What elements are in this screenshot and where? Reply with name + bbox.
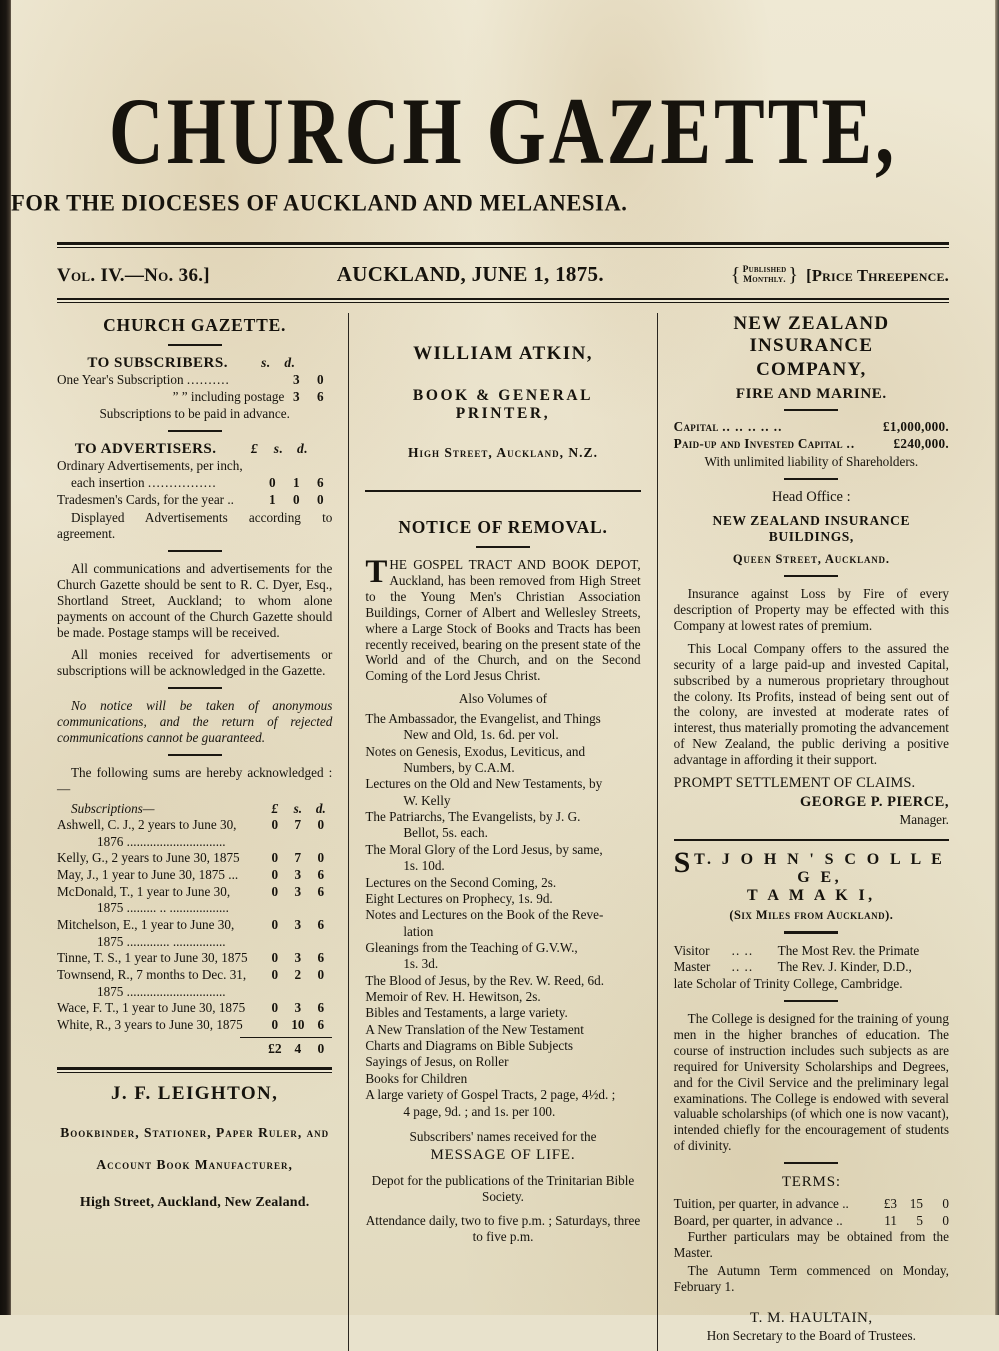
tuition-s: 15 — [909, 1196, 923, 1212]
book-list-item-cont: Numbers, by C.A.M. — [403, 760, 515, 775]
atkin-name: WILLIAM ATKIN, — [413, 342, 593, 364]
total-d: 0 — [317, 1041, 325, 1057]
atkin-address: High Street, Auckland, N.Z. — [408, 444, 598, 460]
paidup-value: £240,000. — [893, 436, 949, 452]
ledger-total-row — [57, 1041, 332, 1057]
subscriber-d: 0 — [317, 850, 325, 866]
col-header-d: d. — [284, 355, 296, 371]
tuition-d: 0 — [942, 1196, 949, 1212]
leighton-trade-line-1: Bookbinder, Stationer, Paper Ruler, and — [60, 1125, 330, 1141]
subscriber-entry-cont: 1875 .............................. — [97, 983, 226, 999]
book-list-item: Notes on Genesis, Exodus, Leviticus, and — [365, 743, 586, 759]
subscriber-s: 7 — [294, 816, 302, 832]
tradesmen-s: 0 — [293, 491, 300, 507]
board-label: Board, per quarter, in advance .. — [673, 1213, 843, 1229]
removal-body: THE GOSPEL TRACT AND BOOK DEPOT, Auckland, has been removed from High Street to the Young Men's Christian Association Buildings, Corner of Albert and Wellesley Streets, where a Large Stock of Books and Tracts has been recently received, bearing on the present state of the World and of the Church, and on the Second Coming of the Lord Jesus Christ. — [365, 554, 641, 684]
book-list-item: Charts and Diagrams on Bible Subjects — [365, 1038, 573, 1054]
insurance-paragraph-2: This Local Company offers to the assured the security of a large paid-up and invested Capital, subscribed by a numerous proprietary throughout the colony. Its Profits, instead of being sent out of the colony, are invested at moderate rates of interest, thus materially promoting the advancement of New Zealand, the public deriving a positive advantage in affording it their support. — [673, 640, 949, 767]
rate-d: 6 — [317, 388, 324, 404]
ledger-col-pound: £ — [271, 800, 279, 816]
subscriber-entry-cont: 1876 .............................. — [97, 833, 226, 849]
insurance-type: FIRE AND MARINE. — [735, 385, 887, 402]
subscriber-d: 6 — [317, 866, 325, 882]
book-list-item-cont: 4 page, 9d. ; and 1s. per 100. — [403, 1103, 556, 1119]
book-list-item-cont: 1s. 3d. — [403, 956, 439, 972]
college-title — [673, 846, 949, 887]
column-1 — [57, 313, 348, 1351]
subscriber-pound: 0 — [271, 883, 279, 899]
subscriber-pound: 0 — [271, 850, 279, 866]
removal-heading: NOTICE OF REMOVAL. — [398, 517, 608, 538]
leader-dots: .. .. — [731, 959, 754, 975]
subscriber-pound: 0 — [271, 967, 279, 983]
book-list-item: Lectures on the Second Coming, 2s. — [365, 874, 557, 890]
insurance-advertisement — [674, 313, 949, 411]
leighton-trade-line-2: Account Book Manufacturer, — [96, 1157, 293, 1173]
col-header-pound: £ — [250, 441, 259, 457]
subscriber-s: 3 — [294, 1000, 302, 1016]
book-list — [365, 711, 640, 1120]
advance-payment-note: Subscriptions to be paid in advance. — [99, 406, 290, 422]
head-office-building: NEW ZEALAND INSURANCE BUILDINGS, — [712, 512, 911, 545]
gazette-masthead-repeat: CHURCH GAZETTE. — [103, 314, 287, 335]
depot-publications-line: Depot for the publications of the Trinitarian Bible Society. — [371, 1172, 635, 1204]
liability-note: With unlimited liability of Shareholders. — [704, 454, 919, 470]
subscribers-names-line: Subscribers' names received for the — [409, 1128, 597, 1144]
brace-left-icon: { — [730, 263, 741, 286]
master-row — [674, 959, 949, 976]
advert-label: Ordinary Advertisements, per inch, — [57, 458, 243, 474]
subscriber-d: 6 — [317, 916, 325, 932]
leighton-name: J. F. LEIGHTON, — [111, 1083, 279, 1105]
price-label: [Price Threepence. — [806, 265, 949, 285]
board-row — [674, 1212, 949, 1229]
head-office-label: Head Office : — [772, 489, 851, 506]
divider — [168, 687, 222, 689]
book-list-item: The Blood of Jesus, by the Rev. W. Reed, 6d. — [365, 972, 605, 988]
ledger-row — [57, 967, 332, 1000]
divider — [476, 546, 530, 548]
atkin-advertisement — [365, 343, 640, 461]
message-of-life-title: MESSAGE OF LIFE. — [430, 1146, 576, 1163]
head-office-street: Queen Street, Auckland. — [732, 552, 890, 567]
leader-dots: ................ — [147, 475, 217, 491]
divider — [784, 575, 838, 577]
subscription-rate-row — [57, 372, 332, 389]
columns-container — [57, 313, 949, 1351]
subscriber-entry: Tinne, T. S., 1 year to June 30, 1875 — [57, 950, 248, 966]
book-list-item: Eight Lectures on Prophecy, 1s. 9d. — [365, 890, 553, 906]
board-d: 0 — [942, 1213, 949, 1229]
monies-paragraph: All monies received for advertisements or subscriptions will be acknowledged in the Gazette. — [57, 647, 333, 679]
subscriber-entry-cont: 1875 ............. ................ — [97, 933, 226, 949]
subscriber-s: 3 — [294, 916, 302, 932]
leader-dots: .. .. — [731, 942, 754, 958]
subscriber-entry: Kelly, G., 2 years to June 30, 1875 — [57, 850, 240, 866]
insurance-name-line-2: COMPANY, — [756, 358, 867, 380]
college-description: The College is designed for the training of young men in the higher branches of education. The course of instruction includes such subjects as are required for University Scholarships and Degrees, and for the Civil Service and the preliminary legal examinations. The College is endowed with several valuable scholarships (of which one is now vacant), intended chiefly for the encouragement of students of divinity. — [673, 1011, 949, 1154]
college-signature: T. M. HAULTAIN, — [750, 1309, 873, 1326]
advert-s: 1 — [293, 475, 300, 491]
subscriber-pound: 0 — [271, 1017, 279, 1033]
dateline-rule — [57, 298, 949, 300]
tradesmen-pound: 1 — [269, 491, 276, 507]
master-name: The Rev. J. Kinder, D.D., — [777, 959, 912, 975]
subscriber-pound: 0 — [271, 816, 279, 832]
college-signature-title: Hon Secretary to the Board of Trustees. — [706, 1327, 916, 1343]
leader-dots: .. .. .. .. .. — [722, 419, 783, 435]
tuition-row — [674, 1195, 949, 1212]
leader-dots: .......... — [186, 372, 230, 388]
brace-right-icon: } — [788, 263, 799, 286]
book-list-item-cont: W. Kelly — [403, 792, 451, 808]
book-list-item: The Ambassador, the Evangelist, and Things — [365, 710, 601, 726]
publication-frequency — [731, 264, 798, 286]
subscriber-entry-cont: 1875 ......... .. .................. — [97, 900, 229, 916]
divider — [784, 1000, 838, 1002]
leighton-address: High Street, Auckland, New Zealand. — [79, 1195, 310, 1211]
ledger-row — [57, 1017, 332, 1034]
ledger-rows — [57, 817, 332, 1034]
subscriber-s: 7 — [294, 850, 302, 866]
anonymous-notice: No notice will be taken of anonymous communications, and the return of rejected communications cannot be guaranteed. — [57, 698, 333, 745]
board-s: 5 — [916, 1213, 923, 1229]
sums-intro: The following sums are hereby acknowledged :— — [57, 764, 333, 796]
ledger-row — [57, 817, 332, 850]
communications-paragraph: All communications and advertisements for the Church Gazette should be sent to R. C. Dyer, Esq., Shortland Street, Auckland; to whom alone payments on account of the Church Gazette should be made. Postage stamps will be received. — [57, 561, 333, 640]
advert-rate-row — [57, 492, 332, 509]
divider — [784, 931, 838, 933]
ledger-row — [57, 1000, 332, 1017]
capital-label: Capital — [673, 419, 719, 435]
subscriber-entry: May, J., 1 year to June 30, 1875 ... — [57, 866, 239, 882]
prompt-settlement-line: PROMPT SETTLEMENT OF CLAIMS. — [673, 774, 916, 791]
published-label: Published — [742, 264, 787, 275]
subscribers-heading: TO SUBSCRIBERS. — [87, 355, 228, 372]
subscriber-pound: 0 — [271, 950, 279, 966]
leader-dots: .. — [846, 436, 856, 452]
book-list-item: Sayings of Jesus, on Roller — [365, 1054, 509, 1070]
tuition-label: Tuition, per quarter, in advance .. — [673, 1196, 849, 1212]
advert-d: 6 — [317, 475, 324, 491]
masthead-rule — [57, 242, 949, 245]
col-header-d: d. — [296, 441, 309, 457]
ledger-row — [57, 884, 332, 917]
subscribers-heading-row — [57, 355, 332, 372]
subscriber-entry: White, R., 3 years to June 30, 1875 — [57, 1017, 243, 1033]
divider — [674, 839, 949, 841]
book-list-item: Bibles and Testaments, a large variety. — [365, 1005, 568, 1021]
college-dropcap: S — [673, 846, 691, 880]
dateline — [57, 262, 949, 287]
subscriber-entry: Mitchelson, E., 1 year to June 30, 1875 ............. ................ — [57, 917, 263, 950]
attendance-hours: Attendance daily, two to five p.m. ; Saturdays, three to five p.m. — [365, 1213, 641, 1245]
subscriber-entry: Ashwell, C. J., 2 years to June 30, 1876 .............................. — [57, 817, 263, 850]
ledger-header — [57, 800, 332, 817]
book-list-item: A large variety of Gospel Tracts, 2 page, 4½d. ; — [365, 1087, 616, 1103]
subscriber-d: 6 — [317, 950, 325, 966]
book-list-item: Lectures on the Old and New Testaments, by — [365, 776, 603, 792]
page-title: CHURCH GAZETTE, — [108, 78, 898, 185]
tradesmen-d: 0 — [317, 491, 324, 507]
college-advertisement — [673, 846, 949, 1343]
advert-pound: 0 — [269, 475, 276, 491]
subscriber-entry: Townsend, R., 7 months to Dec. 31, 1875 .............................. — [57, 967, 263, 1000]
tuition-pound: £3 — [883, 1196, 897, 1212]
column-3 — [657, 313, 949, 1351]
book-list-item-cont: 1s. 10d. — [403, 858, 445, 874]
capital-row — [674, 418, 949, 435]
masthead — [11, 0, 995, 216]
college-distance-note: (Six Miles from Auckland). — [729, 908, 894, 923]
insurance-signature-title: Manager. — [899, 811, 949, 827]
insurance-signature: GEORGE P. PIERCE, — [800, 794, 949, 811]
book-list-item: The Patriarchs, The Evangelists, by J. G. — [365, 809, 581, 825]
book-list-item: Books for Children — [365, 1070, 468, 1086]
leighton-advertisement — [57, 1083, 332, 1211]
advertisers-heading-row — [57, 441, 332, 458]
paidup-capital-row — [674, 435, 949, 452]
subscriber-pound: 0 — [271, 1000, 279, 1016]
subscriber-s: 10 — [291, 1017, 305, 1033]
book-list-item: Memoir of Rev. H. Hewitson, 2s. — [365, 989, 541, 1005]
ledger-col-s: s. — [293, 800, 303, 816]
subscriber-d: 6 — [317, 1017, 325, 1033]
col-header-s: s. — [273, 441, 284, 457]
displayed-advertisements-note: Displayed Advertisements according to agreement. — [57, 510, 333, 542]
column-2 — [348, 313, 656, 1351]
subscriber-d: 0 — [317, 967, 325, 983]
master-role: Master — [673, 959, 711, 975]
also-volumes-heading: Also Volumes of — [458, 691, 548, 707]
capital-value: £1,000,000. — [883, 419, 949, 435]
rate-label: One Year's Subscription — [57, 372, 184, 388]
subscriber-pound: 0 — [271, 866, 279, 882]
master-credentials: late Scholar of Trinity College, Cambridge. — [673, 976, 903, 992]
ledger-row — [57, 867, 332, 884]
subscriber-pound: 0 — [271, 916, 279, 932]
ledger-col-d: d. — [315, 800, 326, 816]
scan-edge-right — [995, 0, 999, 1315]
section-rule — [57, 1067, 332, 1070]
book-list-item-cont: lation — [403, 923, 434, 939]
subscriber-s: 3 — [294, 950, 302, 966]
divider — [168, 550, 222, 552]
visitor-name: The Most Rev. the Primate — [777, 942, 920, 958]
total-s: 4 — [294, 1041, 302, 1057]
col-header-s: s. — [261, 355, 271, 371]
subscriber-d: 0 — [317, 816, 325, 832]
divider — [168, 754, 222, 756]
insurance-paragraph-1: Insurance against Loss by Fire of every description of Property may be effected with this Company at lowest rates of premium. — [673, 586, 949, 634]
subscriber-entry: McDonald, T., 1 year to June 30, 1875 ......... .. .................. — [57, 884, 263, 917]
subscriber-s: 3 — [294, 883, 302, 899]
rate-d: 0 — [317, 372, 324, 388]
ledger-heading: Subscriptions— — [71, 800, 155, 816]
divider — [168, 430, 222, 432]
subscriber-d: 6 — [317, 1000, 325, 1016]
college-location: T A M A K I, — [747, 887, 876, 905]
board-pound: 11 — [884, 1213, 897, 1229]
subscription-rate-row — [57, 389, 332, 406]
tradesmen-label: Tradesmen's Cards, for the year .. — [57, 491, 234, 507]
book-list-item: The Moral Glory of the Lord Jesus, by same, — [365, 841, 603, 857]
scan-edge-left — [0, 0, 11, 1315]
college-title-rest: T. J O H N ' S C O L L E G E, — [694, 851, 946, 887]
subscriber-s: 3 — [294, 866, 302, 882]
book-list-item: Notes and Lectures on the Book of the Reve- — [365, 907, 604, 923]
divider — [784, 478, 838, 480]
total-pound: £2 — [268, 1041, 282, 1057]
advert-rate-row — [57, 458, 332, 475]
ledger-row — [57, 950, 332, 967]
rate-s: 3 — [293, 372, 300, 388]
rate-label: ” ” including postage — [172, 388, 285, 404]
divider — [784, 409, 838, 411]
atkin-trade: BOOK & GENERAL PRINTER, — [412, 386, 594, 422]
divider — [168, 344, 222, 346]
visitor-role: Visitor — [673, 942, 710, 958]
book-list-item: A New Translation of the New Testament — [365, 1021, 584, 1037]
volume-number: Vol. IV.—No. 36.] — [57, 264, 210, 286]
paidup-label: Paid-up and Invested Capital — [673, 436, 843, 452]
visitor-row — [674, 943, 949, 960]
advert-label-cont: each insertion — [71, 475, 145, 491]
place-date: AUCKLAND, JUNE 1, 1875. — [336, 261, 604, 286]
rate-s: 3 — [293, 388, 300, 404]
masthead-subtitle: FOR THE DIOCESES OF AUCKLAND AND MELANESIA. — [11, 189, 628, 216]
monthly-label: Monthly. — [743, 275, 786, 286]
subscriber-d: 6 — [317, 883, 325, 899]
divider — [784, 1162, 838, 1164]
book-list-item-cont: Bellot, 5s. each. — [403, 825, 488, 841]
advertisers-heading: TO ADVERTISERS. — [74, 441, 217, 458]
ledger-row — [57, 850, 332, 867]
book-list-item: Gleanings from the Teaching of G.V.W., — [365, 939, 578, 955]
divider — [365, 490, 640, 492]
terms-heading: TERMS: — [781, 1174, 841, 1191]
subscriber-entry: Wace, F. T., 1 year to June 30, 1875 — [57, 1000, 246, 1016]
further-particulars: Further particulars may be obtained from the Master. — [673, 1229, 949, 1261]
total-rule — [240, 1037, 332, 1039]
ledger-row — [57, 917, 332, 950]
advert-rate-row — [57, 475, 332, 492]
autumn-term-note: The Autumn Term commenced on Monday, February 1. — [673, 1263, 949, 1294]
book-list-item-cont: New and Old, 1s. 6d. per vol. — [403, 727, 559, 743]
subscriber-s: 2 — [294, 967, 302, 983]
insurance-name-line-1: NEW ZEALAND INSURANCE — [733, 312, 890, 356]
